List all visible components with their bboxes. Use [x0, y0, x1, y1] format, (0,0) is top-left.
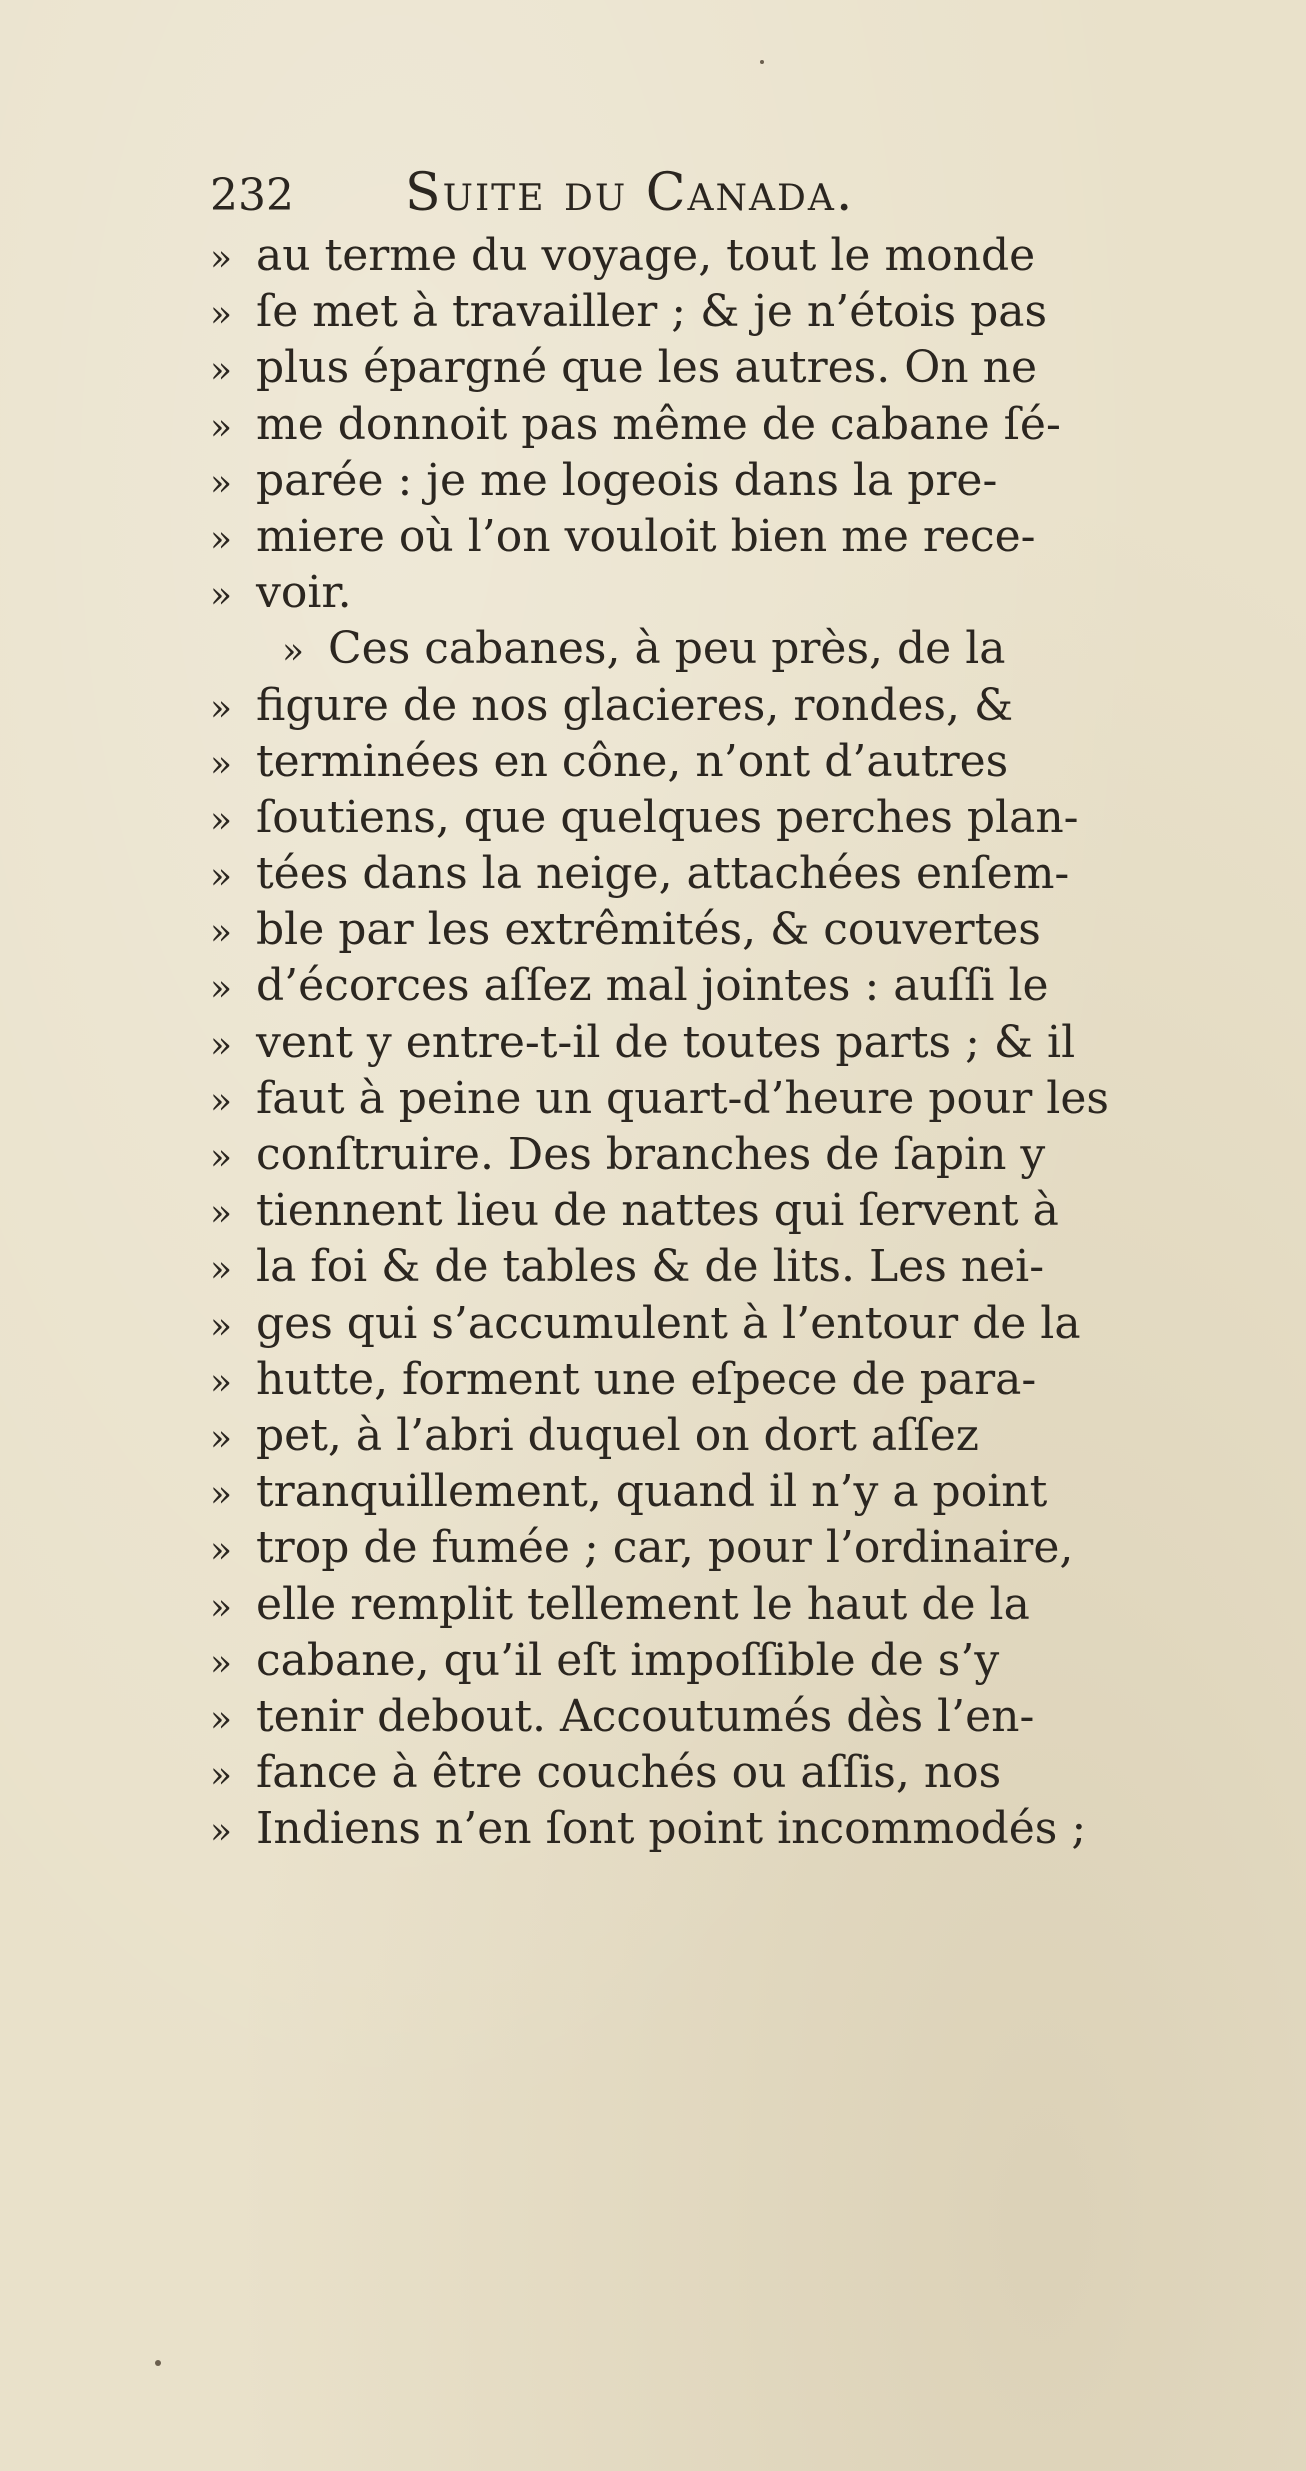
line-text: plus épargné que les autres. On ne	[256, 342, 1037, 394]
line-text: cabane, qu’il eſt impoſſible de s’y	[256, 1634, 1000, 1686]
text-line	[210, 846, 1220, 902]
quote-mark: »	[210, 856, 233, 898]
quote-mark: »	[210, 799, 233, 841]
body-text	[210, 228, 1220, 1857]
quote-mark: »	[210, 350, 233, 392]
line-text: d’écorces aſſez mal jointes : auſſi le	[256, 960, 1049, 1012]
quote-mark: »	[210, 462, 233, 504]
line-text: Indiens n’en ſont point incommodés ;	[256, 1803, 1087, 1855]
text-line	[210, 1464, 1220, 1520]
line-text: figure de nos glacieres, rondes, &	[256, 679, 1014, 731]
text-line	[210, 1127, 1220, 1183]
text-line	[210, 734, 1220, 790]
quote-mark: »	[210, 1530, 233, 1572]
quote-mark: »	[210, 238, 233, 279]
text-line	[210, 1745, 1220, 1801]
line-text: tenir debout. Accoutumés dès l’en-	[256, 1690, 1035, 1742]
text-line	[210, 1071, 1220, 1127]
line-text: vent y entre-t-il de toutes parts ; & il	[256, 1016, 1076, 1068]
text-line	[210, 1296, 1220, 1352]
line-text: trop de fumée ; car, pour l’ordinaire,	[256, 1522, 1074, 1574]
line-text: faut à peine un quart-d’heure pour les	[256, 1072, 1109, 1124]
quote-mark: »	[210, 912, 233, 954]
line-text: Ces cabanes, à peu près, de la	[328, 623, 1006, 675]
text-line	[210, 790, 1220, 846]
text-line	[210, 958, 1220, 1014]
line-text: ble par les extrêmités, & couvertes	[256, 904, 1041, 956]
line-text: au terme du voyage, tout le monde	[256, 230, 1036, 281]
quote-mark: »	[210, 406, 233, 448]
quote-mark: »	[210, 1474, 233, 1516]
quote-mark: »	[210, 1249, 233, 1291]
text-line	[210, 1183, 1220, 1239]
text-line	[210, 1689, 1220, 1745]
quote-mark: »	[210, 1755, 233, 1797]
text-line	[210, 1239, 1220, 1295]
line-text: me donnoit pas même de cabane ſé-	[256, 398, 1061, 450]
quote-mark: »	[210, 575, 233, 617]
quote-mark: »	[210, 1586, 233, 1628]
quote-mark: »	[210, 294, 233, 336]
quote-mark: »	[210, 968, 233, 1010]
quote-mark: »	[210, 1305, 233, 1347]
quote-mark: »	[210, 1193, 233, 1235]
line-text: pet, à l’abri duquel on dort aſſez	[256, 1409, 979, 1461]
line-text: voir.	[256, 567, 352, 619]
text-line	[210, 565, 1220, 621]
quote-mark: »	[210, 1811, 233, 1853]
line-text: elle remplit tellement le haut de la	[256, 1578, 1030, 1630]
text-line	[210, 678, 1220, 734]
line-text: ges qui s’accumulent à l’entour de la	[256, 1297, 1081, 1349]
line-text: tiennent lieu de nattes qui ſervent à	[256, 1185, 1059, 1237]
line-text: parée : je me logeois dans la pre-	[256, 454, 998, 506]
line-text: ſoutiens, que quelques perches plan-	[256, 791, 1079, 843]
line-text: ſe met à travailler ; & je n’étois pas	[256, 286, 1048, 338]
quote-mark: »	[210, 1698, 233, 1740]
quote-mark: »	[210, 1417, 233, 1459]
quote-mark: »	[210, 1137, 233, 1178]
line-text: tées dans la neige, attachées enſem-	[256, 848, 1070, 900]
page-header	[210, 158, 1210, 228]
quote-mark: »	[210, 687, 233, 729]
paper-speck	[760, 60, 764, 64]
text-line	[210, 902, 1220, 958]
line-text: fance à être couchés ou aſſis, nos	[256, 1747, 1002, 1799]
text-line	[210, 509, 1220, 565]
quote-mark: »	[210, 743, 233, 785]
quote-mark: »	[210, 1080, 233, 1122]
text-line	[210, 284, 1220, 340]
line-text: hutte, forment une eſpece de para-	[256, 1353, 1037, 1405]
quote-mark: »	[210, 518, 233, 560]
line-text: tranquillement, quand il n’y a point	[256, 1466, 1048, 1518]
text-line	[210, 1352, 1220, 1408]
text-line	[210, 1577, 1220, 1633]
line-text: terminées en cône, n’ont d’autres	[256, 735, 1009, 787]
quote-mark: »	[210, 1642, 233, 1684]
text-line	[210, 1633, 1220, 1689]
page-number: 232	[210, 170, 294, 221]
line-text: miere où l’on vouloit bien me rece-	[256, 510, 1036, 562]
quote-mark: »	[210, 1361, 233, 1403]
text-line	[210, 1015, 1220, 1071]
text-line	[210, 621, 1220, 677]
line-text: la foi & de tables & de lits. Les nei-	[256, 1241, 1045, 1293]
text-line	[210, 228, 1220, 284]
text-line	[210, 340, 1220, 396]
line-text: conſtruire. Des branches de ſapin y	[256, 1129, 1046, 1180]
text-line	[210, 1408, 1220, 1464]
quote-mark: »	[210, 1024, 233, 1066]
quote-mark: »	[282, 631, 305, 673]
paper-speck	[155, 2360, 161, 2366]
text-line	[210, 1520, 1220, 1576]
text-line	[210, 1801, 1220, 1857]
running-title: Suite du Canada.	[405, 163, 855, 223]
text-line	[210, 397, 1220, 453]
text-line	[210, 453, 1220, 509]
